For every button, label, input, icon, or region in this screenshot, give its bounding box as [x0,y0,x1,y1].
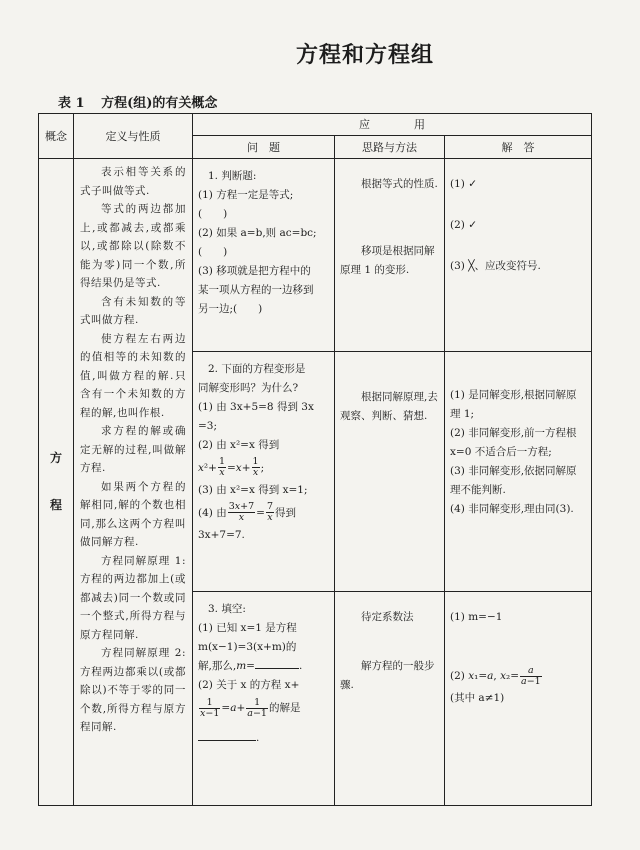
method-cell [335,592,445,806]
question-line: (1) 方程一定是等式; [198,189,294,202]
question-cell [193,351,335,592]
question-line: (1) 已知 x=1 是方程 [198,622,297,635]
method-cell [335,159,445,352]
definition-paragraph: 方程同解原理 1:方程的两边都加上(或都减去)同一个数或同一个整式,所得方程与原方程同解. [80,554,186,641]
header-definition: 定义与性质 [74,114,193,159]
question-line: 另一边;( ) [198,303,263,316]
question-line: ( ) [198,246,228,259]
question-cell [193,159,335,352]
answer-line: (4) 非同解变形,理由同(3). [450,502,574,515]
answer-line: (其中 a≠1) [450,692,505,705]
question-line: m(x−1)=3(x+m)的 [198,641,297,654]
question-line: (3) 移项就是把方程中的 [198,265,311,278]
answer-line: (1) 是同解变形,根据同解原理 1; [450,388,577,420]
question-cell [193,592,335,806]
method-text: 根据同解原理,去观察、判断、猜想. [340,390,438,422]
question-line: 同解变形吗？为什么? [198,381,299,394]
concept-char: 方 [49,451,62,466]
table-caption [58,92,217,111]
question-line-blank: 解,那么,m= . [198,660,303,673]
answer-cell [445,592,592,806]
definition-paragraph: 表示相等关系的式子叫做等式. [80,166,186,197]
question-line-fraction: x²+ $\frac{1}{x}$ =x+ $\frac{1}{x}$ ; [198,456,265,479]
definition-cell [74,159,193,806]
method-text: 根据等式的性质. [361,178,438,191]
question-line-blank: . [198,729,330,748]
concept-char: 程 [49,498,62,513]
question-line: (2) 关于 x 的方程 x+ [198,679,300,692]
concept-cell [39,159,74,806]
method-text: 移项是根据同解原理 1 的变形. [340,245,435,277]
definition-paragraph: 含有未知数的等式叫做方程. [80,295,186,327]
definition-paragraph: 等式的两边都加上,或都减去,或都乘以,或都除以(除数不能为零)同一个数,所得结果仍是等式. [80,203,186,290]
answer-cell [445,159,592,352]
question-title: 1. 判断题: [208,170,257,183]
answer-line: (3) 非同解变形,依据同解原理不能判断. [450,464,577,496]
header-application: 应 用 [193,114,592,136]
header-method: 思路与方法 [335,136,445,159]
header-concept: 概念 [39,114,74,159]
answer-line-fraction: (2) x₁=a, x₂= $\frac{a}{a-1}$ [450,664,541,687]
question-title: 3. 填空: [208,603,246,616]
answer-blank [255,658,299,669]
question-title: 2. 下面的方程变形是 [208,362,306,375]
header-question: 问 题 [193,136,335,159]
answer-line: (2) ✓ [450,219,478,232]
definition-paragraph: 求方程的解或确定无解的过程,叫做解方程. [80,425,186,475]
table-row [39,159,592,352]
question-line: ( ) [198,208,228,221]
answer-line: (1) ✓ [450,178,478,191]
question-line: (2) 如果 a=b,则 ac=bc; [198,227,317,240]
table-number: 表 1 [58,96,85,111]
method-text: 待定系数法 [361,611,414,624]
header-answer: 解 答 [445,136,592,159]
table-title: 方程(组)的有关概念 [101,96,218,111]
question-line: (3) 由 x²=x 得到 x=1; [198,483,308,496]
definition-paragraph: 方程同解原理 2:方程两边都乘以(或都除以)不等于零的同一个数,所得方程与原方程同解. [80,647,186,734]
answer-blank [198,730,256,741]
method-cell [335,351,445,592]
page-title: 方程和方程组 [295,42,434,68]
question-line: (2) 由 x²=x 得到 [198,438,280,451]
definition-paragraph: 使方程左右两边的值相等的未知数的值,叫做方程的解.只含有一个未知数的方程的解,也叫作根. [80,332,186,419]
question-line-fraction: (4) 由 $\frac{3x+7}{x}$ = $\frac{7}{x}$ 得到 [198,501,296,524]
definition-paragraph: 如果两个方程的解相同,解的个数也相同,那么这两个方程叫做同解方程. [80,480,186,549]
answer-line: (2) 非同解变形,前一方程根 x=0 不适合后一方程; [450,426,577,458]
question-line: 3x+7=7. [198,528,245,541]
question-line: =3; [198,419,218,432]
concepts-table [38,113,592,806]
question-line-fraction: $\frac{1}{x-1}$ =a+ $\frac{1}{a-1}$ 的解是 [200,696,301,719]
question-line: (1) 由 3x+5=8 得到 3x [198,400,314,413]
question-line: 某一项从方程的一边移到 [198,284,314,297]
answer-line: (1) m=−1 [450,611,503,624]
method-text: 解方程的一般步骤. [340,660,435,692]
answer-line: (3) ╳、应改变符号. [450,260,541,273]
answer-cell [445,351,592,592]
